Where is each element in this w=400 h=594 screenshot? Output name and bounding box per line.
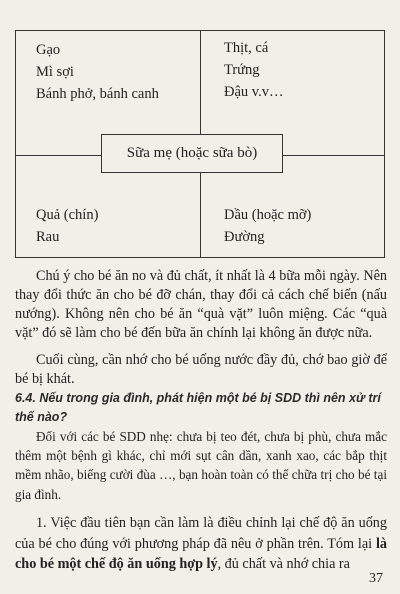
food-item: Trứng	[224, 62, 260, 78]
page-number: 37	[369, 571, 383, 586]
food-group-fruits-vegetables	[36, 204, 98, 248]
food-group-proteins	[224, 37, 283, 103]
food-item: Gạo	[36, 42, 61, 58]
milk-center-box: Sữa mẹ (hoặc sữa bò)	[101, 134, 283, 173]
section-heading: 6.4. Nếu trong gia đình, phát hiện một bé bị SDD thì nên xử trí thế nào?	[15, 391, 381, 424]
food-group-fats-sugar	[224, 204, 311, 248]
food-group-starches	[36, 39, 159, 105]
paragraph-water-advice: Cuối cùng, cần nhớ cho bé uống nước đầy đủ, chớ bao giờ để bé bị khát.	[15, 352, 387, 387]
food-item: Thịt, cá	[224, 40, 269, 56]
paragraph-first-step	[15, 513, 387, 575]
paragraph-text: 1. Việc đầu tiên bạn cần làm là điều chỉnh lại chế độ ăn uống của bé cho đúng với phương pháp đã nêu ở phần trên. Tóm lại	[15, 515, 387, 552]
food-item: Quả (chín)	[36, 207, 99, 223]
food-item: Dầu (hoặc mỡ)	[224, 207, 312, 223]
paragraph-feeding-advice: Chú ý cho bé ăn no và đủ chất, ít nhất là 4 bữa mỗi ngày. Nên thay đổi thức ăn cho bé đỡ chán, thay đổi cả cách chế biến (nấu nướng). Không nên cho bé ăn “quà vặt” luôn miệng. Các “quà vặt” đó sẽ làm cho bé đến bữa ăn chính lại không ăn được nữa.	[15, 268, 387, 341]
food-item: Rau	[36, 229, 60, 245]
paragraph-bold-text: là cho bé một chế độ ăn uống hợp lý	[15, 535, 387, 572]
food-item: Đường	[224, 229, 265, 245]
paragraph-text: , đủ chất và nhớ chia ra	[217, 556, 350, 572]
food-item: Mì sợi	[36, 64, 74, 80]
paragraph-mild-malnutrition: Đối với các bé SDD nhẹ: chưa bị teo đét, chưa bị phù, chưa mắc thêm một bệnh gì khác, chỉ mới sụt cân dần, xanh xao, các bắp thịt mềm nhão, biếng cười đùa …, bạn hoàn toàn có thể chữa trị cho bé tại gia đình.	[15, 429, 387, 502]
food-item: Bánh phở, bánh canh	[36, 86, 159, 102]
food-item: Đậu v.v…	[224, 84, 284, 100]
food-group-table	[15, 30, 385, 258]
